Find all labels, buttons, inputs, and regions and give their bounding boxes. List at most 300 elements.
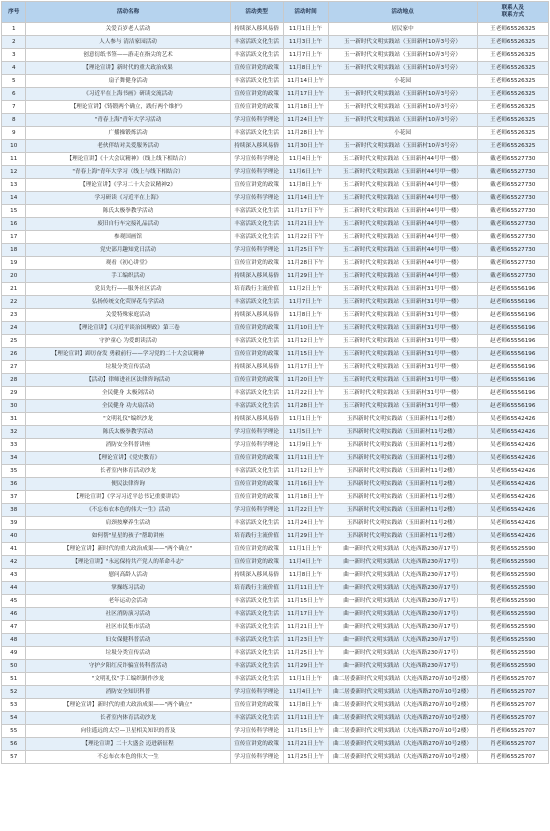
cell-contact: 戴老师65527730 xyxy=(477,218,548,231)
cell-no: 41 xyxy=(2,543,26,556)
cell-activity-location: 玉二新时代文明实践站（玉田新村44号甲一楼） xyxy=(328,231,477,244)
table-row xyxy=(2,309,549,322)
cell-activity-type: 学习宣传科学理论 xyxy=(230,686,283,699)
cell-activity-name: 弘扬传统文化荧屏花鸟学活动 xyxy=(26,296,230,309)
cell-activity-time: 11月1日上午 xyxy=(283,543,328,556)
table-row xyxy=(2,218,549,231)
table-row xyxy=(2,712,549,725)
cell-contact: 赵老师65556196 xyxy=(477,348,548,361)
cell-activity-location: 曲二居委新时代文明实践站（大连西路270弄10号2楼） xyxy=(328,699,477,712)
cell-no: 40 xyxy=(2,530,26,543)
cell-activity-type: 持续深入移风易俗 xyxy=(230,309,283,322)
cell-activity-location: 小花园 xyxy=(328,75,477,88)
cell-activity-time: 11月2日上午 xyxy=(283,283,328,296)
cell-contact: 倪老师65525590 xyxy=(477,543,548,556)
cell-activity-name: 肩颈按摩养生活动 xyxy=(26,517,230,530)
cell-contact: 王老师65526325 xyxy=(477,62,548,75)
cell-no: 42 xyxy=(2,556,26,569)
cell-activity-name: 观看《初心讲堂》 xyxy=(26,257,230,270)
table-row xyxy=(2,686,549,699)
table-row xyxy=(2,153,549,166)
table-row xyxy=(2,23,549,36)
cell-contact: 王老师65526325 xyxy=(477,49,548,62)
table-row xyxy=(2,582,549,595)
cell-activity-type: 宣传宣讲党的政策 xyxy=(230,452,283,465)
cell-activity-name: 消防安全知识科普 xyxy=(26,686,230,699)
cell-activity-time: 11月22日上午 xyxy=(283,387,328,400)
cell-no: 2 xyxy=(2,36,26,49)
cell-activity-type: 丰富活跃文化生活 xyxy=(230,387,283,400)
cell-activity-type: 丰富活跃文化生活 xyxy=(230,127,283,140)
cell-activity-time: 11月14日上午 xyxy=(283,75,328,88)
cell-activity-type: 学习宣传科学理论 xyxy=(230,504,283,517)
header-activity-time: 活动时间 xyxy=(283,2,328,23)
header-activity-location: 活动地点 xyxy=(328,2,477,23)
cell-contact: 倪老师65525590 xyxy=(477,595,548,608)
cell-contact: 倪老师65525590 xyxy=(477,582,548,595)
cell-activity-type: 培育践行主流价值 xyxy=(230,582,283,595)
cell-activity-location: 曲一新时代文明实践站（大连西路230弄17号） xyxy=(328,595,477,608)
table-row xyxy=(2,270,549,283)
cell-activity-name: 老年运动会活动 xyxy=(26,595,230,608)
cell-no: 22 xyxy=(2,296,26,309)
table-row xyxy=(2,595,549,608)
cell-activity-name: 老伙伴结对关爱服务活动 xyxy=(26,140,230,153)
cell-activity-type: 宣传宣讲党的政策 xyxy=(230,699,283,712)
cell-activity-name: "文明礼仪"手工编织制作沙龙 xyxy=(26,673,230,686)
table-row xyxy=(2,361,549,374)
cell-activity-name: 【理论宣讲】新时代的重大政治成果 xyxy=(26,62,230,75)
cell-contact: 吴老师65542426 xyxy=(477,452,548,465)
cell-activity-name: 便民法律咨询 xyxy=(26,478,230,491)
cell-activity-time: 11月8日上午 xyxy=(283,179,328,192)
cell-activity-location: 玉一新时代文明实践站（玉田新村10弄3号旁） xyxy=(328,88,477,101)
cell-activity-name: 垃圾分类宣传活动 xyxy=(26,361,230,374)
cell-no: 19 xyxy=(2,257,26,270)
cell-no: 47 xyxy=(2,621,26,634)
table-row xyxy=(2,114,549,127)
cell-contact: 吴老师65542426 xyxy=(477,465,548,478)
cell-activity-time: 11月29日上午 xyxy=(283,270,328,283)
cell-contact: 戴老师65527730 xyxy=(477,205,548,218)
cell-activity-time: 11月4日上午 xyxy=(283,686,328,699)
cell-contact: 赵老师65556196 xyxy=(477,283,548,296)
cell-activity-time: 11月17日下午 xyxy=(283,205,328,218)
cell-activity-name: 【理论宣讲】新时代的重大政治成果——"两个确立" xyxy=(26,699,230,712)
table-row xyxy=(2,387,549,400)
cell-activity-type: 丰富活跃文化生活 xyxy=(230,634,283,647)
table-row xyxy=(2,725,549,738)
cell-activity-location: 玉二新时代文明实践站（玉田新村44号甲一楼） xyxy=(328,153,477,166)
cell-contact: 戴老师65527730 xyxy=(477,179,548,192)
cell-activity-type: 培育践行主流价值 xyxy=(230,530,283,543)
table-row xyxy=(2,49,549,62)
table-row xyxy=(2,530,549,543)
cell-activity-name: 广播操锻炼活动 xyxy=(26,127,230,140)
cell-activity-location: 玉三新时代文明实践站（玉田新村31号甲一楼） xyxy=(328,361,477,374)
cell-no: 9 xyxy=(2,127,26,140)
cell-activity-time: 11月23日上午 xyxy=(283,634,328,647)
cell-activity-location: 玉三新时代文明实践站（玉田新村31号甲一楼） xyxy=(328,348,477,361)
cell-activity-time: 11月10日上午 xyxy=(283,322,328,335)
cell-activity-name: 垃圾分类宣传活动 xyxy=(26,647,230,660)
cell-no: 38 xyxy=(2,504,26,517)
cell-activity-name: 长者室内体育活动沙龙 xyxy=(26,465,230,478)
cell-activity-time: 11月8日上午 xyxy=(283,699,328,712)
cell-activity-type: 持续深入移风易俗 xyxy=(230,413,283,426)
cell-no: 27 xyxy=(2,361,26,374)
table-row xyxy=(2,205,549,218)
cell-activity-location: 玉三新时代文明实践站（玉田新村31号甲一楼） xyxy=(328,322,477,335)
cell-activity-name: "文明礼仪"编织沙龙 xyxy=(26,413,230,426)
cell-activity-type: 学习宣传科学理论 xyxy=(230,751,283,764)
cell-no: 30 xyxy=(2,400,26,413)
cell-activity-location: 玉四新时代文明实践站（玉田新村11号2楼） xyxy=(328,452,477,465)
table-row xyxy=(2,140,549,153)
cell-contact: 吴老师65542426 xyxy=(477,517,548,530)
cell-no: 25 xyxy=(2,335,26,348)
cell-activity-type: 宣传宣讲党的政策 xyxy=(230,738,283,751)
cell-activity-type: 丰富活跃文化生活 xyxy=(230,621,283,634)
table-row xyxy=(2,166,549,179)
cell-activity-time: 11月17日上午 xyxy=(283,608,328,621)
cell-activity-type: 丰富活跃文化生活 xyxy=(230,673,283,686)
cell-contact: 吴老师65542426 xyxy=(477,478,548,491)
cell-activity-type: 学习宣传科学理论 xyxy=(230,426,283,439)
cell-no: 46 xyxy=(2,608,26,621)
cell-activity-name: 【理论宣讲】二十大盛会 迈进新征程 xyxy=(26,738,230,751)
cell-contact: 吴老师65542426 xyxy=(477,413,548,426)
cell-activity-time: 11月11日上午 xyxy=(283,582,328,595)
cell-activity-type: 丰富活跃文化生活 xyxy=(230,647,283,660)
table-row xyxy=(2,257,549,270)
cell-no: 3 xyxy=(2,49,26,62)
table-row xyxy=(2,439,549,452)
cell-activity-name: 【理论宣讲】新时代的重大政治成果——"两个确立" xyxy=(26,543,230,556)
cell-activity-time: 11月28日上午 xyxy=(283,127,328,140)
table-row xyxy=(2,400,549,413)
cell-contact: 肖老师65525707 xyxy=(477,751,548,764)
table-row xyxy=(2,244,549,257)
cell-activity-location: 玉一新时代文明实践站（玉田新村10弄3号旁） xyxy=(328,62,477,75)
cell-activity-time: 11月16日上午 xyxy=(283,478,328,491)
cell-activity-time: 11月24日上午 xyxy=(283,114,328,127)
cell-activity-time: 11月8日上午 xyxy=(283,569,328,582)
cell-activity-location: 玉三新时代文明实践站（玉田新村31号甲一楼） xyxy=(328,335,477,348)
cell-contact: 王老师65526325 xyxy=(477,127,548,140)
cell-activity-name: 守护夕阳红反诈骗宣传科普活动 xyxy=(26,660,230,673)
cell-activity-time: 11月21日上午 xyxy=(283,218,328,231)
cell-no: 12 xyxy=(2,166,26,179)
table-row xyxy=(2,192,549,205)
cell-activity-name: 掌操练习活动 xyxy=(26,582,230,595)
cell-contact: 赵老师65556196 xyxy=(477,309,548,322)
cell-activity-time: 11月1日上午 xyxy=(283,413,328,426)
cell-contact: 戴老师65527730 xyxy=(477,153,548,166)
cell-activity-name: 不忘布衣本色的伟大一生 xyxy=(26,751,230,764)
cell-activity-name: 扇子舞健身活动 xyxy=(26,75,230,88)
cell-contact: 赵老师65556196 xyxy=(477,387,548,400)
cell-contact: 吴老师65542426 xyxy=(477,426,548,439)
table-row xyxy=(2,634,549,647)
cell-no: 17 xyxy=(2,231,26,244)
cell-activity-name: 社区消防演习活动 xyxy=(26,608,230,621)
cell-contact: 倪老师65525590 xyxy=(477,608,548,621)
cell-no: 44 xyxy=(2,582,26,595)
cell-no: 39 xyxy=(2,517,26,530)
cell-no: 5 xyxy=(2,75,26,88)
cell-activity-location: 曲二居委新时代文明实践站（大连西路270弄10号2楼） xyxy=(328,712,477,725)
cell-activity-location: 玉三新时代文明实践站（玉田新村31号甲一楼） xyxy=(328,283,477,296)
cell-activity-name: 学习研读《习近平在上海》 xyxy=(26,192,230,205)
cell-activity-name: 消防安全科普讲座 xyxy=(26,439,230,452)
cell-activity-location: 玉二新时代文明实践站（玉田新村44号甲一楼） xyxy=(328,205,477,218)
cell-activity-type: 宣传宣讲党的政策 xyxy=(230,88,283,101)
cell-activity-time: 11月25日下午 xyxy=(283,244,328,257)
cell-activity-time: 11月7日上午 xyxy=(283,49,328,62)
cell-activity-location: 玉四新时代文明实践站（玉田新村11号2楼） xyxy=(328,530,477,543)
cell-activity-location: 曲一新时代文明实践站（大连西路230弄17号） xyxy=(328,582,477,595)
cell-activity-time: 11月21日上午 xyxy=(283,621,328,634)
cell-no: 28 xyxy=(2,374,26,387)
table-row xyxy=(2,621,549,634)
cell-activity-name: 【理论宣讲】"永远保持共产党人的革命斗志" xyxy=(26,556,230,569)
cell-contact: 倪老师65525590 xyxy=(477,556,548,569)
cell-activity-name: "青春上海"青年大学习活动 xyxy=(26,114,230,127)
cell-activity-name: 人人参与 清洁家园活动 xyxy=(26,36,230,49)
cell-activity-name: 全民健身 功夫扇活动 xyxy=(26,400,230,413)
cell-no: 15 xyxy=(2,205,26,218)
cell-activity-time: 11月1日上午 xyxy=(283,23,328,36)
cell-activity-type: 持续深入移风易俗 xyxy=(230,361,283,374)
cell-no: 21 xyxy=(2,283,26,296)
cell-activity-type: 学习宣传科学理论 xyxy=(230,439,283,452)
cell-contact: 肖老师65525707 xyxy=(477,686,548,699)
table-row xyxy=(2,673,549,686)
cell-activity-type: 丰富活跃文化生活 xyxy=(230,36,283,49)
table-row xyxy=(2,478,549,491)
cell-activity-name: 如何帮"星星的孩子"帮助讲座 xyxy=(26,530,230,543)
cell-activity-time: 11月7日上午 xyxy=(283,296,328,309)
cell-activity-type: 丰富活跃文化生活 xyxy=(230,231,283,244)
cell-activity-name: 陈氏太极拳教学活动 xyxy=(26,426,230,439)
cell-activity-location: 曲一新时代文明实践站（大连西路230弄17号） xyxy=(328,608,477,621)
header-no: 序号 xyxy=(2,2,26,23)
table-row xyxy=(2,608,549,621)
table-row xyxy=(2,283,549,296)
cell-activity-location: 居民家中 xyxy=(328,23,477,36)
cell-activity-location: 曲一新时代文明实践站（大连西路230弄17号） xyxy=(328,569,477,582)
cell-activity-location: 玉一新时代文明实践站（玉田新村10弄3号旁） xyxy=(328,114,477,127)
cell-activity-location: 玉二新时代文明实践站（玉田新村44号甲一楼） xyxy=(328,257,477,270)
cell-contact: 王老师65526325 xyxy=(477,36,548,49)
cell-activity-type: 宣传宣讲党的政策 xyxy=(230,491,283,504)
cell-activity-time: 11月6日上午 xyxy=(283,166,328,179)
cell-activity-time: 11月18日上午 xyxy=(283,101,328,114)
cell-activity-type: 丰富活跃文化生活 xyxy=(230,49,283,62)
cell-activity-type: 丰富活跃文化生活 xyxy=(230,608,283,621)
cell-activity-time: 11月15日上午 xyxy=(283,595,328,608)
cell-activity-time: 11月14日上午 xyxy=(283,192,328,205)
cell-contact: 吴老师65542426 xyxy=(477,439,548,452)
table-row xyxy=(2,62,549,75)
cell-activity-time: 11月29日上午 xyxy=(283,660,328,673)
cell-contact: 吴老师65542426 xyxy=(477,530,548,543)
table-row xyxy=(2,465,549,478)
table-row xyxy=(2,452,549,465)
cell-activity-time: 11月4日上午 xyxy=(283,556,328,569)
cell-activity-location: 玉三新时代文明实践站（玉田新村31号甲一楼） xyxy=(328,374,477,387)
cell-activity-location: 玉二新时代文明实践站（玉田新村44号甲一楼） xyxy=(328,244,477,257)
cell-activity-time: 11月18日上午 xyxy=(283,491,328,504)
cell-activity-type: 丰富活跃文化生活 xyxy=(230,335,283,348)
cell-activity-type: 培育践行主流价值 xyxy=(230,283,283,296)
cell-contact: 王老师65526325 xyxy=(477,75,548,88)
cell-activity-name: 《不忘布衣本色的伟大一生》活动 xyxy=(26,504,230,517)
cell-no: 10 xyxy=(2,140,26,153)
cell-activity-type: 持续深入移风易俗 xyxy=(230,140,283,153)
cell-activity-time: 11月15日上午 xyxy=(283,725,328,738)
cell-no: 52 xyxy=(2,686,26,699)
table-row xyxy=(2,335,549,348)
cell-activity-location: 玉四新时代文明实践站（玉田新村11号2楼） xyxy=(328,491,477,504)
cell-activity-name: 【理论宣讲】《学习二十大会议精神2》 xyxy=(26,179,230,192)
cell-activity-time: 11月15日上午 xyxy=(283,348,328,361)
cell-activity-name: 【理论宣讲】《党史教育》 xyxy=(26,452,230,465)
cell-contact: 倪老师65525590 xyxy=(477,569,548,582)
cell-activity-name: 向往遥远的太空—卫星相关知识的普及 xyxy=(26,725,230,738)
cell-activity-name: 创意衍纸书签——游走在指尖的艺术 xyxy=(26,49,230,62)
cell-activity-time: 11月17日上午 xyxy=(283,88,328,101)
cell-no: 35 xyxy=(2,465,26,478)
cell-no: 23 xyxy=(2,309,26,322)
cell-activity-type: 丰富活跃文化生活 xyxy=(230,595,283,608)
cell-activity-location: 玉四新时代文明实践站（玉田新村11号2楼） xyxy=(328,439,477,452)
cell-activity-type: 学习宣传科学理论 xyxy=(230,114,283,127)
cell-contact: 戴老师65527730 xyxy=(477,192,548,205)
cell-activity-location: 玉四新时代文明实践站（玉田新村11号2楼） xyxy=(328,478,477,491)
header-contact xyxy=(477,2,548,23)
cell-no: 33 xyxy=(2,439,26,452)
cell-activity-type: 丰富活跃文化生活 xyxy=(230,218,283,231)
cell-no: 7 xyxy=(2,101,26,114)
cell-activity-name: 《习近平在上海书画》研读交流活动 xyxy=(26,88,230,101)
cell-activity-type: 学习宣传科学理论 xyxy=(230,244,283,257)
table-row xyxy=(2,504,549,517)
cell-contact: 王老师65526325 xyxy=(477,23,548,36)
cell-no: 20 xyxy=(2,270,26,283)
cell-activity-name: 【理论宣讲】踔厉奋发 勇毅前行——学习党的二十大会议精神 xyxy=(26,348,230,361)
cell-activity-name: 【理论宣讲】《习近平谈治国理政》第三卷 xyxy=(26,322,230,335)
cell-activity-time: 11月8日上午 xyxy=(283,62,328,75)
cell-contact: 肖老师65525707 xyxy=(477,673,548,686)
cell-activity-location: 玉二新时代文明实践站（玉田新村44号甲一楼） xyxy=(328,166,477,179)
cell-contact: 倪老师65525590 xyxy=(477,634,548,647)
cell-activity-time: 11月1日上午 xyxy=(283,673,328,686)
cell-activity-location: 玉一新时代文明实践站（玉田新村10弄3号旁） xyxy=(328,101,477,114)
cell-activity-type: 学习宣传科学理论 xyxy=(230,725,283,738)
cell-activity-location: 玉二新时代文明实践站（玉田新村44号甲一楼） xyxy=(328,192,477,205)
cell-activity-name: 关爱百岁老人活动 xyxy=(26,23,230,36)
cell-no: 37 xyxy=(2,491,26,504)
cell-contact: 王老师65526325 xyxy=(477,140,548,153)
cell-contact: 赵老师65556196 xyxy=(477,361,548,374)
cell-activity-location: 玉四新时代文明实践站（玉田新村11号2楼） xyxy=(328,465,477,478)
cell-activity-type: 持续深入移风易俗 xyxy=(230,23,283,36)
cell-activity-location: 曲一新时代文明实践站（大连西路230弄17号） xyxy=(328,556,477,569)
cell-no: 11 xyxy=(2,153,26,166)
cell-contact: 倪老师65525590 xyxy=(477,647,548,660)
cell-activity-time: 11月20日上午 xyxy=(283,374,328,387)
cell-activity-location: 玉一新时代文明实践站（玉田新村10弄3号旁） xyxy=(328,36,477,49)
cell-no: 45 xyxy=(2,595,26,608)
cell-activity-type: 丰富活跃文化生活 xyxy=(230,517,283,530)
cell-no: 53 xyxy=(2,699,26,712)
cell-activity-location: 玉三新时代文明实践站（玉田新村31号甲一楼） xyxy=(328,387,477,400)
cell-activity-type: 丰富活跃文化生活 xyxy=(230,712,283,725)
table-row xyxy=(2,647,549,660)
cell-activity-time: 11月3日上午 xyxy=(283,36,328,49)
cell-activity-name: 党员先行——服务社区活动 xyxy=(26,283,230,296)
cell-activity-time: 11月24日上午 xyxy=(283,517,328,530)
table-row xyxy=(2,543,549,556)
cell-contact: 戴老师65527730 xyxy=(477,231,548,244)
cell-activity-time: 11月22日上午 xyxy=(283,504,328,517)
cell-activity-name: 废旧自行车完接礼品活动 xyxy=(26,218,230,231)
cell-activity-location: 曲二居委新时代文明实践站（大连西路270弄10号2楼） xyxy=(328,738,477,751)
cell-activity-type: 宣传宣讲党的政策 xyxy=(230,257,283,270)
table-row xyxy=(2,88,549,101)
cell-activity-time: 11月12日上午 xyxy=(283,465,328,478)
cell-contact: 戴老师65527730 xyxy=(477,166,548,179)
table-row xyxy=(2,296,549,309)
cell-activity-type: 丰富活跃文化生活 xyxy=(230,465,283,478)
table-row xyxy=(2,491,549,504)
cell-activity-location: 玉二新时代文明实践站（玉田新村44号甲一楼） xyxy=(328,218,477,231)
table-row xyxy=(2,179,549,192)
cell-contact: 肖老师65525707 xyxy=(477,712,548,725)
table-header-row xyxy=(2,2,549,23)
cell-activity-location: 玉四新时代文明实践站（玉田新村11号2楼） xyxy=(328,504,477,517)
cell-activity-time: 11月22日下午 xyxy=(283,231,328,244)
cell-no: 24 xyxy=(2,322,26,335)
cell-activity-time: 11月21日上午 xyxy=(283,738,328,751)
cell-activity-time: 11月17日上午 xyxy=(283,361,328,374)
table-row xyxy=(2,426,549,439)
cell-no: 16 xyxy=(2,218,26,231)
cell-contact: 肖老师65525707 xyxy=(477,699,548,712)
cell-no: 34 xyxy=(2,452,26,465)
cell-activity-type: 持续深入移风易俗 xyxy=(230,569,283,582)
header-activity-name: 活动名称 xyxy=(26,2,230,23)
cell-activity-time: 11月11日上午 xyxy=(283,452,328,465)
cell-activity-location: 曲二居委新时代文明实践站（大连西路270弄10号2楼） xyxy=(328,725,477,738)
cell-no: 57 xyxy=(2,751,26,764)
cell-activity-location: 玉四新时代文明实践站（玉田新村11号2楼） xyxy=(328,517,477,530)
cell-activity-location: 玉二新时代文明实践站（玉田新村44号甲一楼） xyxy=(328,270,477,283)
cell-activity-type: 宣传宣讲党的政策 xyxy=(230,101,283,114)
header-contact-line2: 联系方式 xyxy=(501,12,524,18)
table-row xyxy=(2,751,549,764)
cell-activity-location: 玉二新时代文明实践站（玉田新村44号甲一楼） xyxy=(328,179,477,192)
cell-activity-location: 曲一新时代文明实践站（大连西路230弄17号） xyxy=(328,647,477,660)
cell-no: 43 xyxy=(2,569,26,582)
cell-contact: 吴老师65542426 xyxy=(477,504,548,517)
cell-activity-time: 11月25日上午 xyxy=(283,751,328,764)
header-activity-type: 活动类型 xyxy=(230,2,283,23)
cell-activity-name: 社区市民集市活动 xyxy=(26,621,230,634)
cell-activity-name: 【活动】律师进社区法律咨询活动 xyxy=(26,374,230,387)
